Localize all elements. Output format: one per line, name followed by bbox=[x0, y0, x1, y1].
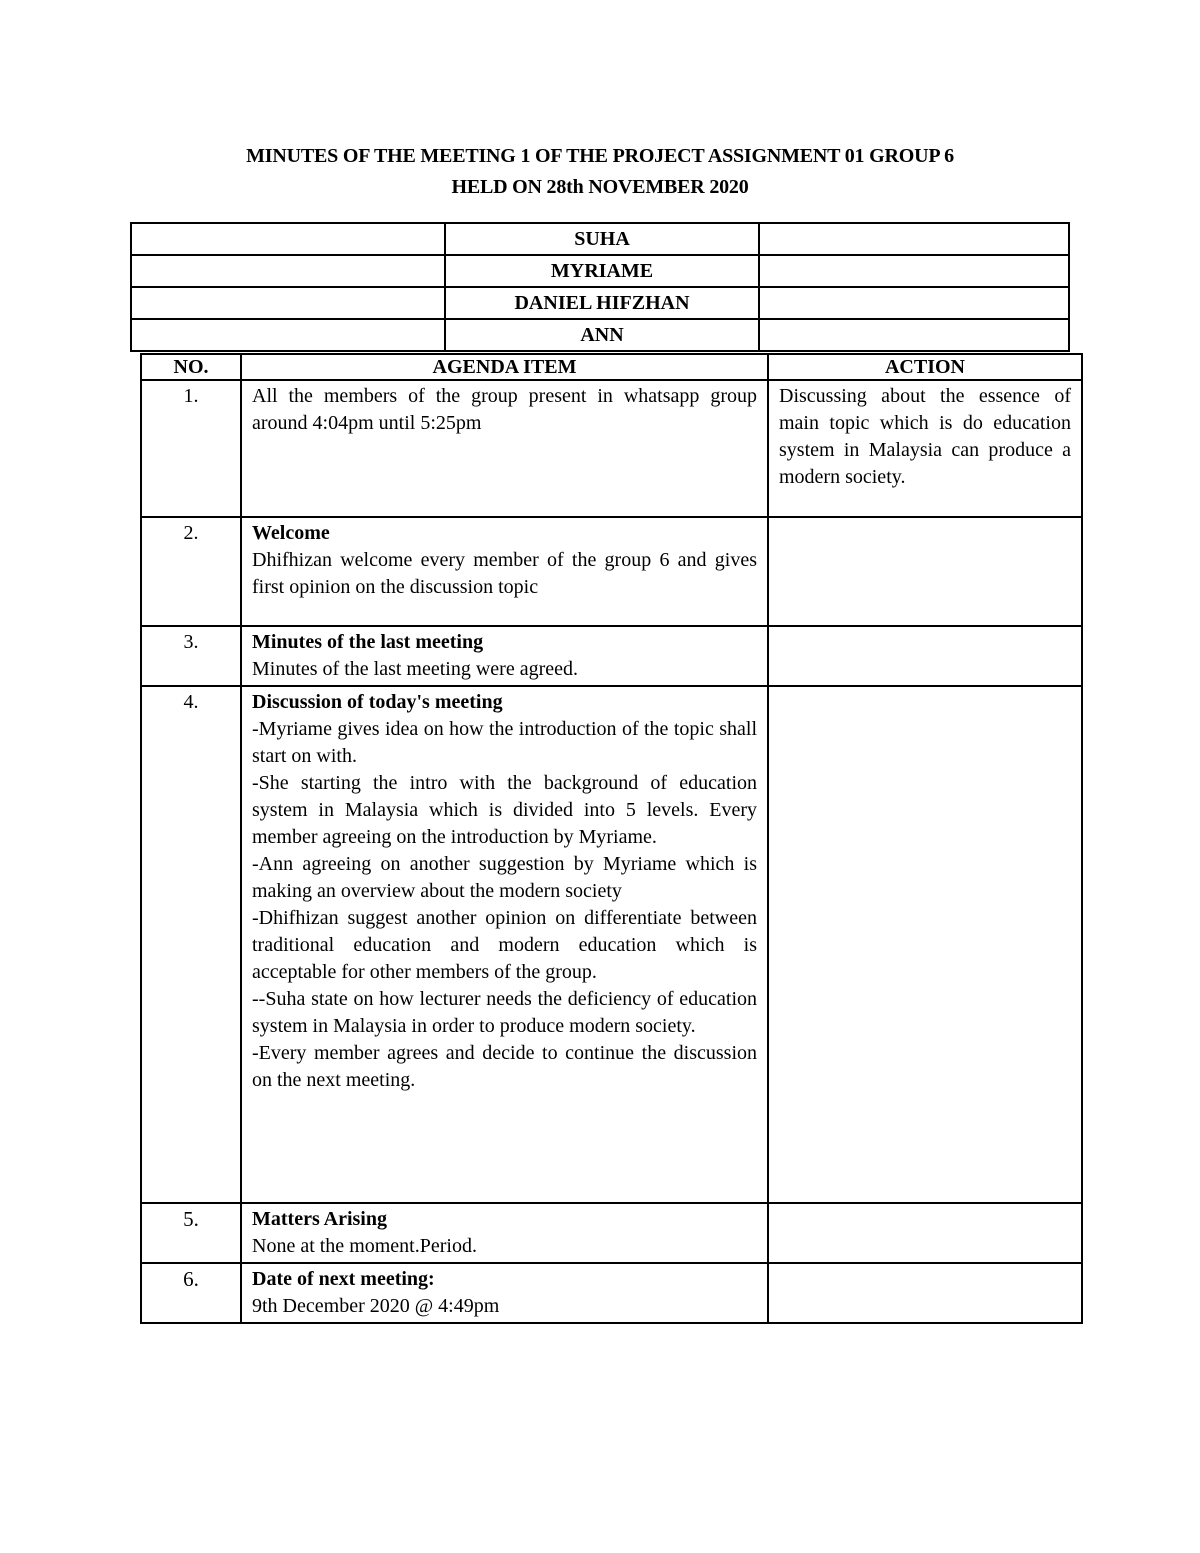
agenda-item-heading: Discussion of today's meeting bbox=[252, 691, 503, 713]
agenda-header-row bbox=[141, 354, 1082, 380]
document-subtitle: HELD ON 28th NOVEMBER 2020 bbox=[451, 176, 749, 198]
header-no: NO. bbox=[141, 354, 241, 380]
attendee-blank-cell bbox=[759, 255, 1069, 287]
attendee-row bbox=[131, 287, 1069, 319]
agenda-item-heading: Minutes of the last meeting bbox=[252, 631, 484, 653]
agenda-item-cell bbox=[241, 517, 768, 626]
attendee-name: ANN bbox=[445, 319, 759, 351]
discussion-point: -She starting the intro with the background of education system in Malaysia which is divided into 5 levels. Every member agreeing on the introduction by Myriame. bbox=[252, 772, 757, 848]
attendees-table bbox=[130, 222, 1070, 352]
attendee-blank-cell bbox=[131, 287, 445, 319]
agenda-row bbox=[141, 517, 1082, 626]
attendee-blank-cell bbox=[759, 223, 1069, 255]
agenda-row bbox=[141, 686, 1082, 1203]
attendee-blank-cell bbox=[759, 287, 1069, 319]
discussion-point: -Dhifhizan suggest another opinion on differentiate between traditional education and modern education which is acceptable for other members of the group. bbox=[252, 907, 757, 983]
agenda-table bbox=[140, 353, 1083, 1324]
agenda-number: 2. bbox=[141, 517, 241, 626]
agenda-action-text: Discussing about the essence of main topic which is do education system in Malaysia can produce a modern society. bbox=[768, 380, 1082, 517]
agenda-row bbox=[141, 1203, 1082, 1263]
attendee-name: DANIEL HIFZHAN bbox=[445, 287, 759, 319]
header-action: ACTION bbox=[768, 354, 1082, 380]
discussion-point: --Suha state on how lecturer needs the deficiency of education system in Malaysia in order to produce modern society. bbox=[252, 988, 757, 1037]
attendee-blank-cell bbox=[131, 319, 445, 351]
agenda-item-heading: Matters Arising bbox=[252, 1208, 387, 1230]
agenda-item-heading: Date of next meeting: bbox=[252, 1268, 435, 1290]
document-title: MINUTES OF THE MEETING 1 OF THE PROJECT ASSIGNMENT 01 GROUP 6 bbox=[246, 145, 954, 167]
agenda-number: 6. bbox=[141, 1263, 241, 1323]
agenda-row bbox=[141, 1263, 1082, 1323]
agenda-action-cell bbox=[768, 686, 1082, 1203]
agenda-action-cell bbox=[768, 626, 1082, 686]
agenda-number: 5. bbox=[141, 1203, 241, 1263]
agenda-row bbox=[141, 380, 1082, 517]
agenda-item-cell bbox=[241, 1203, 768, 1263]
agenda-item-text: 9th December 2020 @ 4:49pm bbox=[252, 1295, 500, 1317]
attendee-name: MYRIAME bbox=[445, 255, 759, 287]
agenda-item-cell bbox=[241, 686, 768, 1203]
agenda-action-cell bbox=[768, 517, 1082, 626]
agenda-action-cell bbox=[768, 1203, 1082, 1263]
agenda-number: 4. bbox=[141, 686, 241, 1203]
agenda-number: 3. bbox=[141, 626, 241, 686]
attendee-blank-cell bbox=[131, 223, 445, 255]
agenda-item-text: All the members of the group present in whatsapp group around 4:04pm until 5:25pm bbox=[241, 380, 768, 517]
discussion-point: -Myriame gives idea on how the introduction of the topic shall start on with. bbox=[252, 718, 757, 767]
agenda-row bbox=[141, 626, 1082, 686]
discussion-point: -Ann agreeing on another suggestion by Myriame which is making an overview about the modern society bbox=[252, 853, 757, 902]
agenda-item-heading: Welcome bbox=[252, 522, 330, 544]
agenda-item-text: Dhifhizan welcome every member of the group 6 and gives first opinion on the discussion topic bbox=[252, 549, 757, 598]
agenda-action-cell bbox=[768, 1263, 1082, 1323]
attendee-blank-cell bbox=[759, 319, 1069, 351]
attendee-name: SUHA bbox=[445, 223, 759, 255]
header-agenda-item: AGENDA ITEM bbox=[241, 354, 768, 380]
attendee-row bbox=[131, 255, 1069, 287]
agenda-item-text: None at the moment.Period. bbox=[252, 1235, 477, 1257]
attendee-row bbox=[131, 319, 1069, 351]
attendee-row bbox=[131, 223, 1069, 255]
discussion-point: -Every member agrees and decide to continue the discussion on the next meeting. bbox=[252, 1042, 757, 1091]
agenda-item-cell bbox=[241, 626, 768, 686]
agenda-item-text: Minutes of the last meeting were agreed. bbox=[252, 658, 578, 680]
agenda-number: 1. bbox=[141, 380, 241, 517]
attendee-blank-cell bbox=[131, 255, 445, 287]
agenda-item-cell bbox=[241, 1263, 768, 1323]
